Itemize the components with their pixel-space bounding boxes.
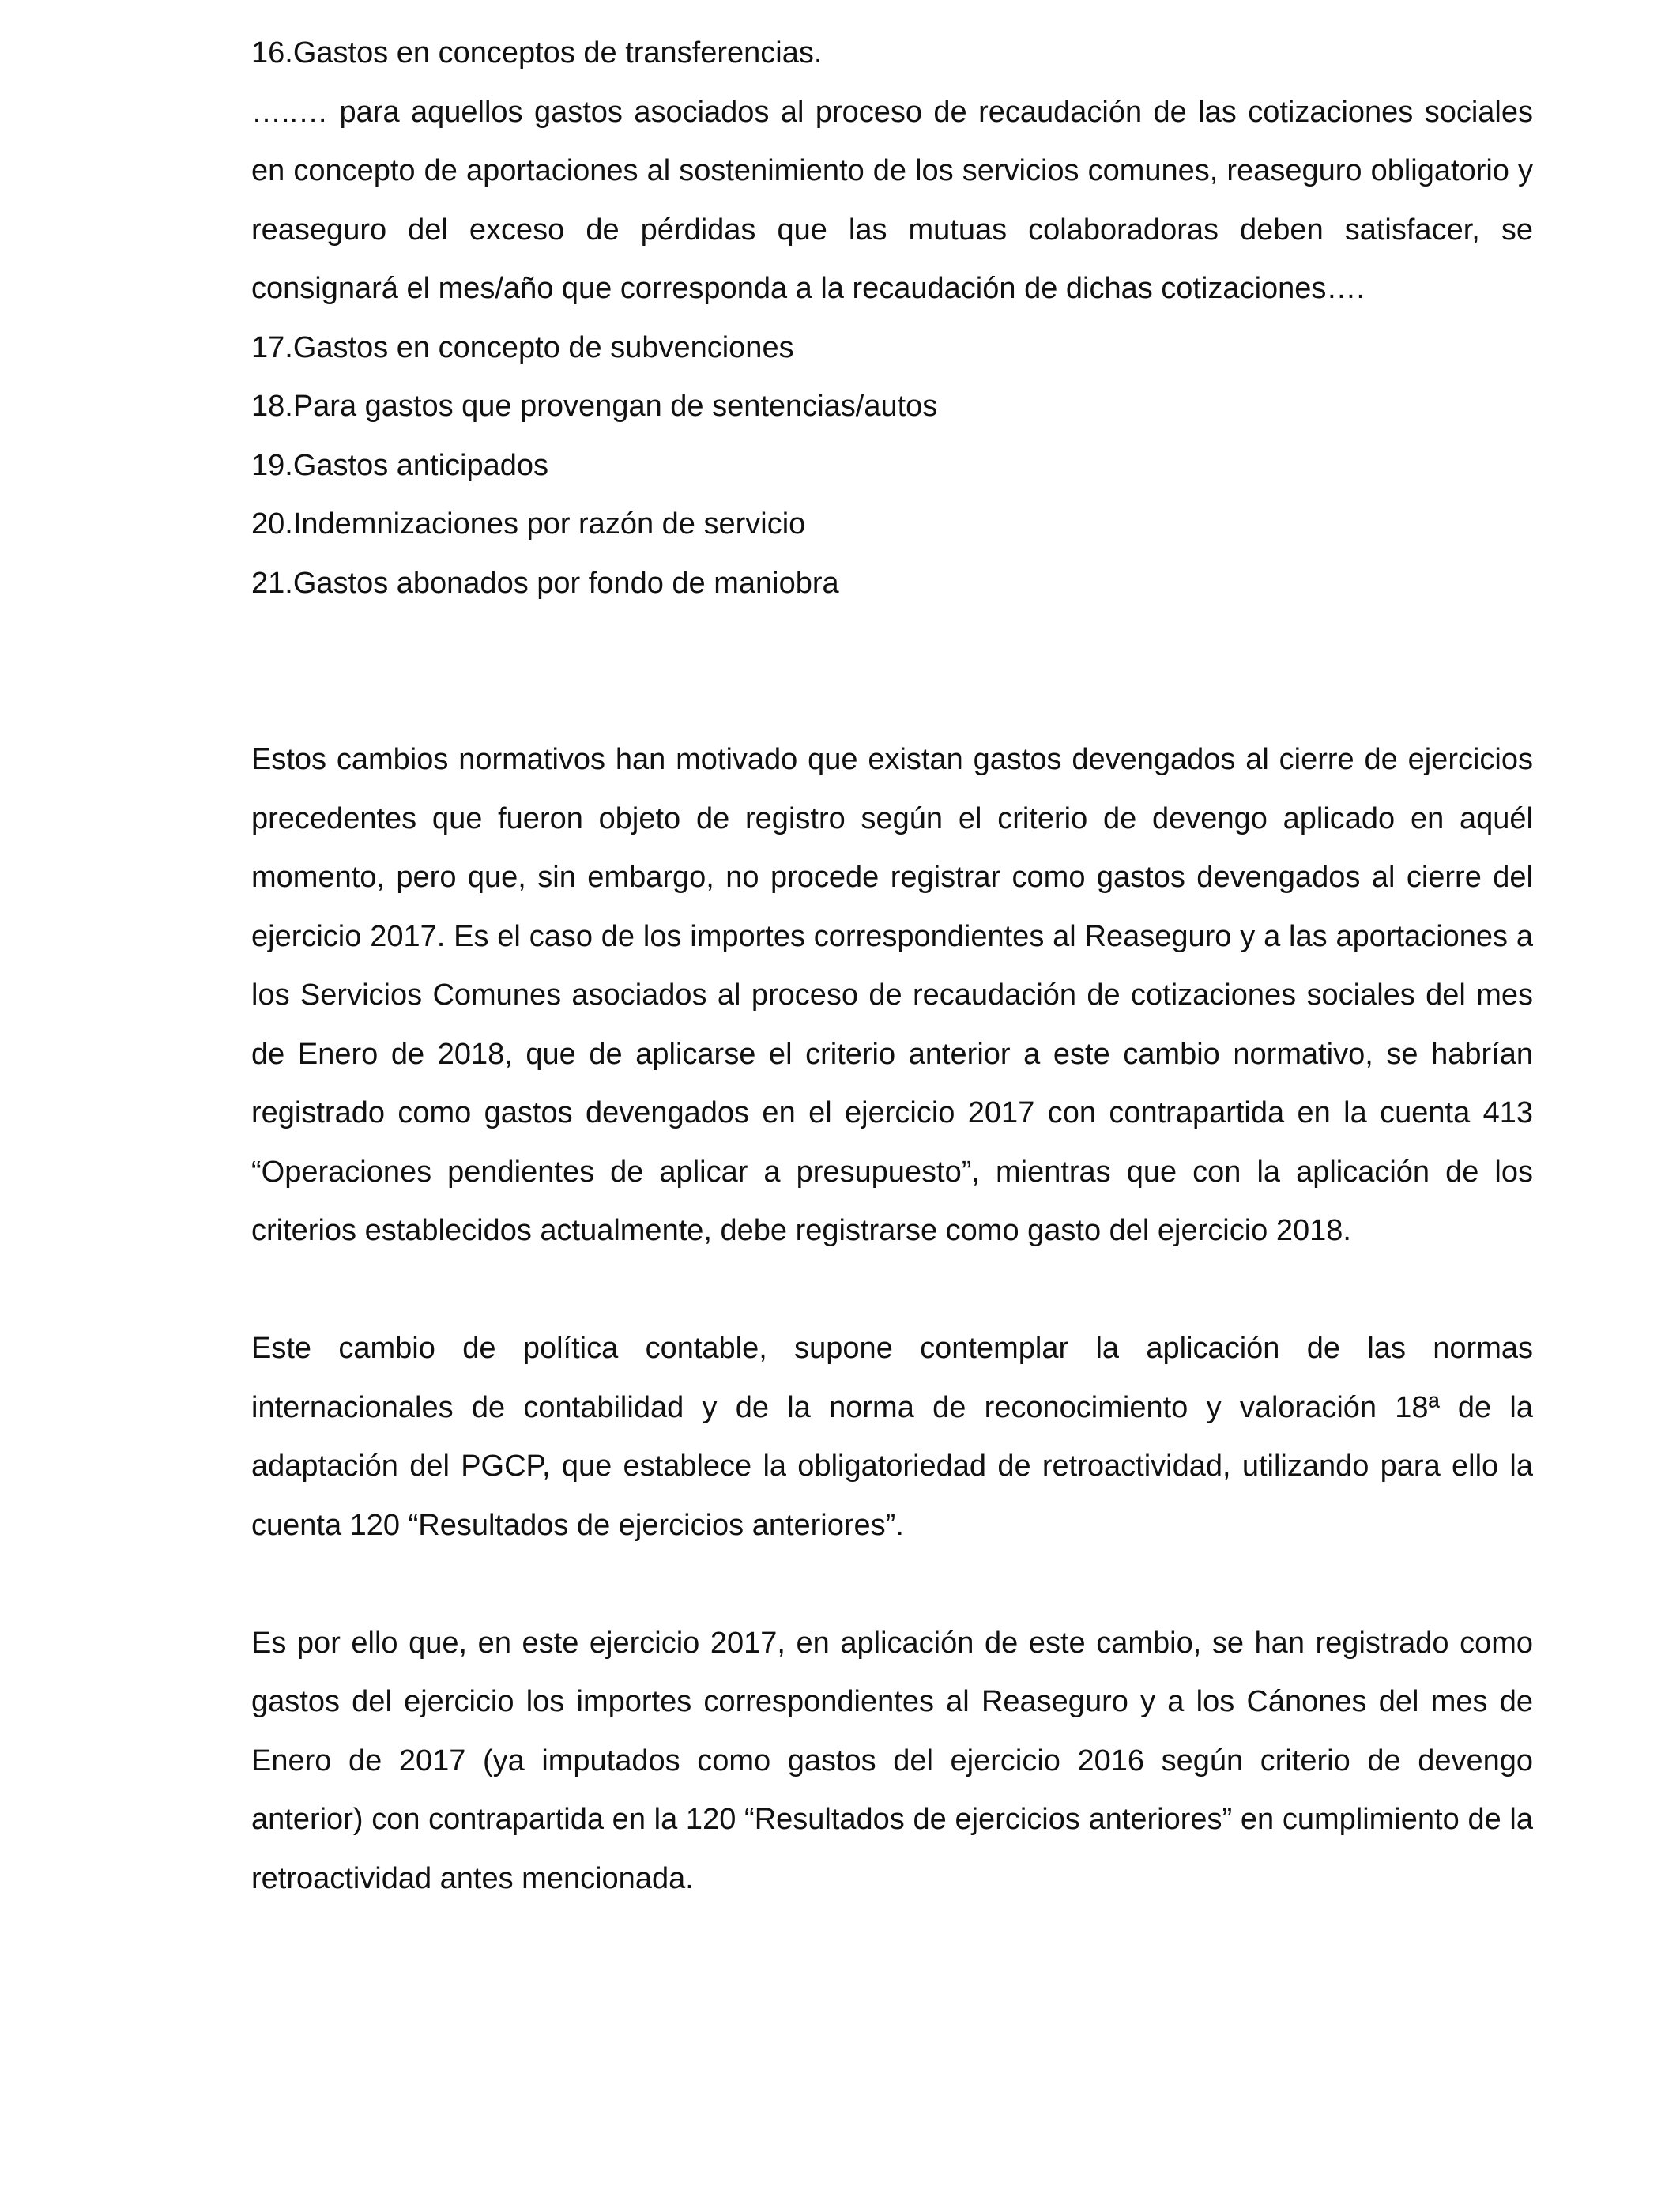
list-item-17: 17.Gastos en concepto de subvenciones (251, 330, 794, 364)
list-item-21: 21.Gastos abonados por fondo de maniobra (251, 566, 839, 600)
list-item-16: 16.Gastos en conceptos de transferencias. (251, 36, 823, 70)
list-item-16-note: …..… para aquellos gastos asociados al proceso de recaudación de las cotizaciones sociales en concepto de aportaciones al sostenimiento de los servicios comunes, reaseguro obligatorio y reaseguro del exceso de pérdidas que las mutuas colaboradoras deben satisfacer, se consignará el mes/año que corresponda a la recaudación de dichas cotizaciones…. (251, 95, 1533, 305)
paragraph-accounting-policy-change: Este cambio de política contable, supone contemplar la aplicación de las normas internacionales de contabilidad y de la norma de reconocimiento y valoración 18ª de la adaptación del PGCP, que establece la obligatoriedad de retroactividad, utilizando para ello la cuenta 120 “Resultados de ejercicios anteriores”. (251, 1332, 1533, 1542)
list-item-20: 20.Indemnizaciones por razón de servicio (251, 507, 806, 541)
list-item-18: 18.Para gastos que provengan de sentencias/autos (251, 390, 938, 423)
paragraph-regulatory-changes: Estos cambios normativos han motivado que existan gastos devengados al cierre de ejercicios precedentes que fueron objeto de registro según el criterio de devengo aplicado en aquél momento, pero que, sin embargo, no procede registrar como gastos devengados al cierre del ejercicio 2017. Es el caso de los importes correspondientes al Reaseguro y a las aportaciones a los Servicios Comunes asociados al proceso de recaudación de cotizaciones sociales del mes de Enero de 2018, que de aplicarse el criterio anterior a este cambio normativo, se habrían registrado como gastos devengados en el ejercicio 2017 con contrapartida en la cuenta 413 “Operaciones pendientes de aplicar a presupuesto”, mientras que con la aplicación de los criterios establecidos actualmente, debe registrarse como gasto del ejercicio 2018. (251, 743, 1533, 1247)
spacer (251, 613, 1533, 730)
spacer (251, 1555, 1533, 1614)
spacer (251, 1261, 1533, 1320)
paragraph-retroactive-application: Es por ello que, en este ejercicio 2017, en aplicación de este cambio, se han registrado como gastos del ejercicio los importes correspondientes al Reaseguro y a los Cánones del mes de Enero de 2017 (ya imputados como gastos del ejercicio 2016 según criterio de devengo anterior) con contrapartida en la 120 “Resultados de ejercicios anteriores” en cumplimiento de la retroactividad antes mencionada. (251, 1626, 1533, 1895)
document-page (251, 24, 1533, 1908)
list-item-19: 19.Gastos anticipados (251, 448, 549, 482)
